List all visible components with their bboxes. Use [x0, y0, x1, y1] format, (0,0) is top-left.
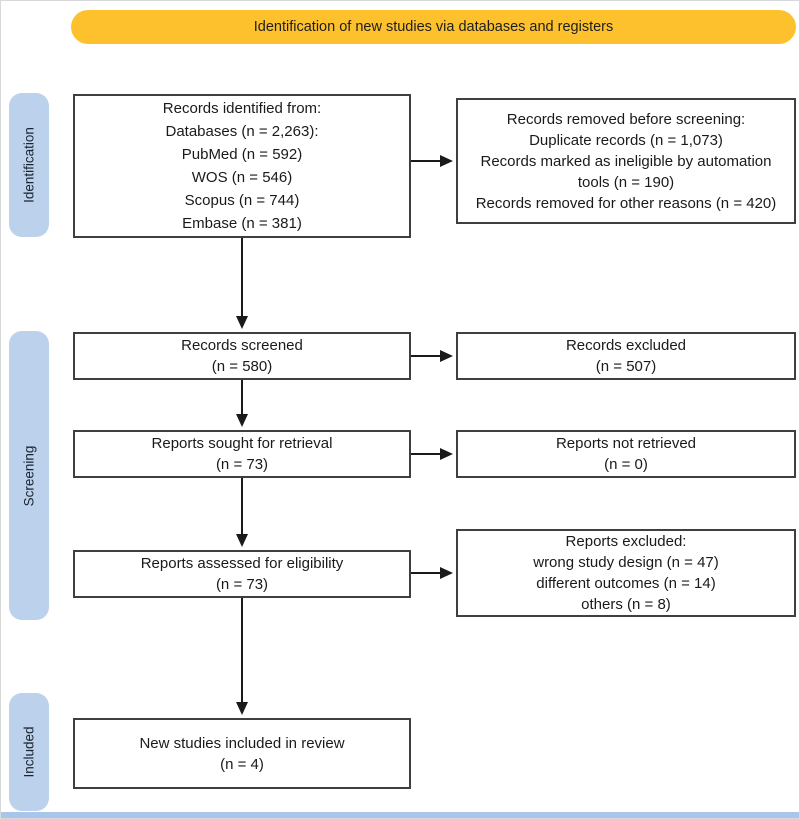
box-text-line: PubMed (n = 592): [181, 146, 303, 163]
box-text-line: (n = 0): [604, 456, 648, 473]
box-new-studies-included: [73, 718, 411, 789]
box-text-line: Records removed before screening:: [506, 110, 746, 128]
box-reports-excluded: [456, 529, 796, 617]
box-text-line: Records marked as ineligible by automation tools (n = 190): [480, 152, 772, 191]
box-text-line: (n = 507): [595, 358, 657, 375]
phase-label-screening: Screening: [21, 445, 37, 506]
box-reports-sought: [73, 430, 411, 478]
box-records-excluded: [456, 332, 796, 380]
box-text-line: others (n = 8): [581, 596, 671, 613]
box-text-line: Reports excluded:: [565, 533, 687, 550]
phase-pill-screening: [9, 331, 49, 620]
box-text-line: Records removed for other reasons (n = 420): [475, 194, 777, 212]
phase-pill-included: [9, 693, 49, 811]
phase-pill-identification: [9, 93, 49, 237]
box-text-line: Records excluded: [565, 337, 687, 354]
box-text-line: Reports assessed for eligibility: [140, 555, 344, 572]
box-reports-not-retrieved: [456, 430, 796, 478]
box-text-line: different outcomes (n = 14): [536, 575, 716, 592]
box-text-line: (n = 4): [220, 755, 264, 773]
phase-label-identification: Identification: [21, 127, 37, 203]
box-text-line: (n = 580): [211, 358, 273, 375]
box-records-identified: [73, 94, 411, 238]
box-text-line: Reports sought for retrieval: [151, 435, 333, 452]
banner: [71, 10, 796, 44]
box-reports-assessed: [73, 550, 411, 598]
box-text-line: Records identified from:: [162, 100, 322, 117]
box-text-line: (n = 73): [215, 576, 269, 593]
box-text-line: (n = 73): [215, 456, 269, 473]
box-text-line: New studies included in review: [139, 734, 345, 752]
box-text-line: Duplicate records (n = 1,073): [529, 131, 723, 149]
box-text-line: Scopus (n = 744): [184, 192, 300, 209]
phase-label-included: Included: [21, 726, 37, 778]
next-section-strip: [1, 812, 799, 818]
box-text-line: WOS (n = 546): [191, 169, 293, 186]
box-records-removed: [456, 98, 796, 224]
box-text-line: Embase (n = 381): [182, 215, 302, 232]
box-records-screened: [73, 332, 411, 380]
box-text-line: Reports not retrieved: [555, 435, 697, 452]
box-text-line: wrong study design (n = 47): [533, 554, 719, 571]
box-text-line: Records screened: [181, 337, 303, 354]
banner-title: Identification of new studies via databases and registers: [253, 19, 614, 35]
box-text-line: Databases (n = 2,263):: [165, 123, 319, 140]
